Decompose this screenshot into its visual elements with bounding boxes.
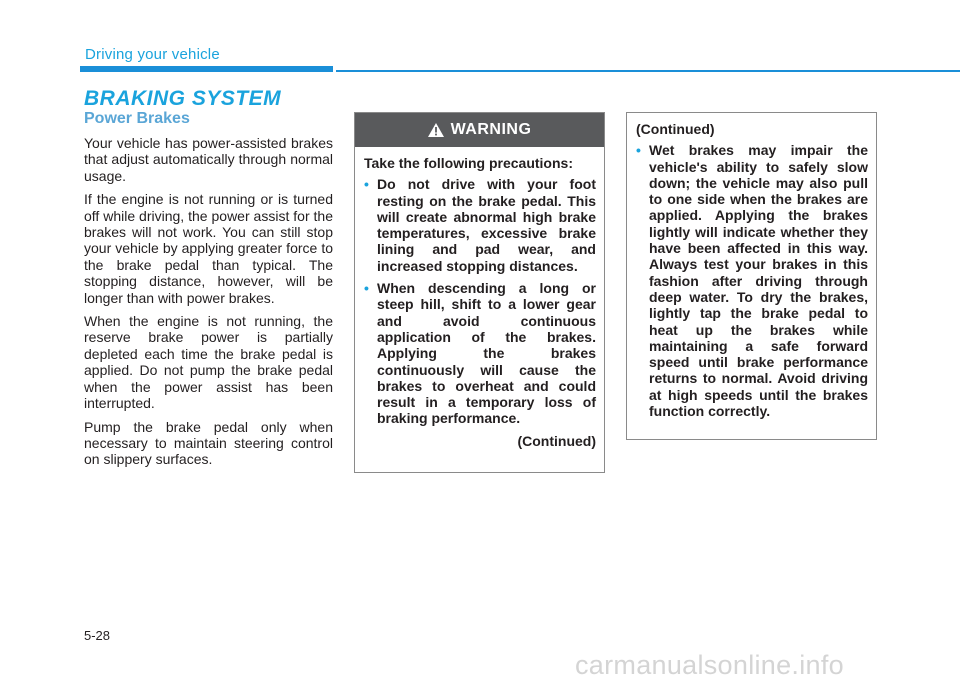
chapter-header: Driving your vehicle [85,46,220,63]
header-bar-rule [336,70,960,72]
list-item-text: When descending a long or steep hill, shift to a lower gear and avoid continuous application of the brakes. Applying the brakes continuously will cause the brakes to overheat and could result in a temporary loss of braking performance. [377,280,596,427]
section-title: BRAKING SYSTEM [84,87,282,110]
watermark: carmanualsonline.info [575,650,844,680]
body-column [84,135,333,475]
bullet-icon: • [364,280,369,297]
warning-lead: Take the following precautions: [364,155,573,171]
warning-header [355,113,604,147]
list-item [364,280,596,427]
body-paragraph: If the engine is not running or is turned off while driving, the power assist for the brakes will not work. You can still stop your vehicle by applying greater force to the brake pedal than typical. The stopping distance, however, will be longer than with power brakes. [84,191,333,306]
body-paragraph: When the engine is not running, the reserve brake power is partially depleted each time the brake pedal is applied. Do not pump the brake pedal when the power assist has been interrupted. [84,313,333,412]
continued-note: (Continued) [517,432,596,449]
warning-list [364,176,596,426]
list-item-text: Do not drive with your foot resting on the brake pedal. This will create abnormal high brake temperatures, excessive brake lining and pad wear, and increased stopping distances. [377,176,596,274]
warning-box [354,112,605,473]
header-bar-accent [80,66,333,72]
subheading: Power Brakes [84,110,190,127]
warning-body [355,147,604,449]
list-item [364,176,596,274]
continued-body [627,113,876,419]
list-item-text: Wet brakes may impair the vehicle's ability to safely slow down; the vehicle may also pull to one side when the brakes are applied. Applying the brakes lightly will indicate whether they have been affected in this way. Always test your brakes in this fashion after driving through deep water. To dry the brakes, lightly tap the brake pedal to heat up the brakes while maintaining a safe forward speed until brake performance returns to normal. Avoid driving at high speeds until the brakes function correctly. [649,142,868,420]
bullet-icon: • [364,176,369,193]
warning-triangle-icon [428,123,444,137]
continued-list [636,142,868,419]
warning-label: WARNING [450,121,532,138]
list-item [636,142,868,419]
continued-lead: (Continued) [636,121,715,137]
body-paragraph: Pump the brake pedal only when necessary to maintain steering control on slippery surfaces. [84,418,333,468]
body-paragraph: Your vehicle has power-assisted brakes that adjust automatically through normal usage. [84,135,333,184]
continued-box [626,112,877,440]
bullet-icon: • [636,142,641,159]
page-number: 5-28 [84,628,111,643]
